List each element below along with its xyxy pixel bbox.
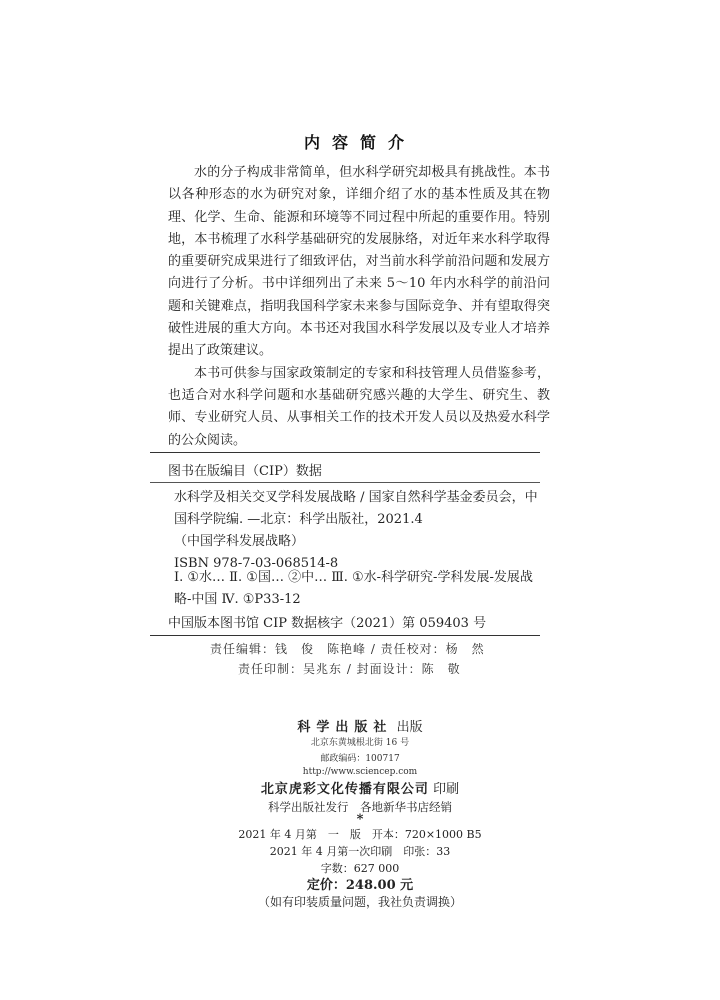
summary-title: 内容简介 <box>303 133 416 152</box>
publisher-address: 北京东黄城根北街 16 号 <box>310 738 410 748</box>
production-line: 责任印制：吴兆东 / 封面设计：陈 敬 <box>238 662 461 676</box>
publisher-url: http://www.sciencep.com <box>302 767 418 777</box>
divider <box>150 452 540 453</box>
summary-paragraph: 水的分子构成非常简单，但水科学研究却极具有挑战性。本书以各种形态的水为研究对象，详细介绍了水的基本性质及其在物理、化学、生命、能源和环境等不同过程中所起的重要作用。特别地，本书梳理了水科学基础研究的发展脉络，对近年来水科学取得的重要研究成果进行了细致评估，对当前水科学前沿问题和发展方向进行了分析。书中详细列出了未来 5～10 年内水科学的前沿问题和关键难点，指明我国科学家未来参与国际竞争、并有望取得突破性进展的重大方向。本书还对我国水科学发展以及专业人才培养提出了政策建议。 <box>168 165 550 359</box>
cip-classification: Ⅰ. ①水… Ⅱ. ①国… ②中… Ⅲ. ①水-科学研究-学科发展-发展战略-中国 Ⅳ. ①P33-12 <box>174 570 533 607</box>
cip-title-line: 水科学及相关交叉学科发展战略 / 国家自然科学基金委员会，中国科学院编. —北京：科学出版社，2021.4 <box>174 490 538 527</box>
cip-isbn: ISBN 978-7-03-068514-8 <box>174 556 339 571</box>
editors-line: 责任编辑：钱 俊 陈艳峰 / 责任校对：杨 然 <box>210 642 485 656</box>
quality-notice: （如有印装质量问题，我社负责调换） <box>257 895 462 909</box>
divider <box>150 635 540 636</box>
printer-suffix: 印刷 <box>433 782 460 797</box>
publisher-suffix: 出版 <box>396 720 423 735</box>
distribution-line: 科学出版社发行 各地新华书店经销 <box>268 800 452 814</box>
summary-paragraph: 本书可供参与国家政策制定的专家和科技管理人员借鉴参考，也适合对水科学问题和水基础研究感兴趣的大学生、研究生、教师、专业研究人员、从事相关工作的技术开发人员以及热爱水科学的公众阅读。 <box>168 365 550 448</box>
edition-line: 2021 年 4 月第 一 版 开本：720×1000 B5 <box>238 828 482 841</box>
summary-body <box>168 162 550 452</box>
cip-series-line: （中国学科发展战略） <box>174 534 305 549</box>
cip-number: 中国版本图书馆 CIP 数据核字（2021）第 059403 号 <box>168 616 487 631</box>
cip-bibliographic-record <box>174 487 544 575</box>
printer-line <box>0 778 720 797</box>
cip-header: 图书在版编目（CIP）数据 <box>168 464 322 479</box>
publisher-zip: 邮政编码：100717 <box>320 754 400 764</box>
publisher-name <box>0 716 720 735</box>
separator-star: * <box>356 812 364 827</box>
word-count: 字数：627 000 <box>320 862 400 875</box>
price: 定价：248.00 元 <box>306 878 414 893</box>
divider <box>150 482 540 483</box>
publisher-logo-text: 科学出版社 <box>297 720 393 735</box>
printer-name: 北京虎彩文化传播有限公司 <box>260 782 429 797</box>
printing-line: 2021 年 4 月第一次印刷 印张：33 <box>269 845 451 858</box>
